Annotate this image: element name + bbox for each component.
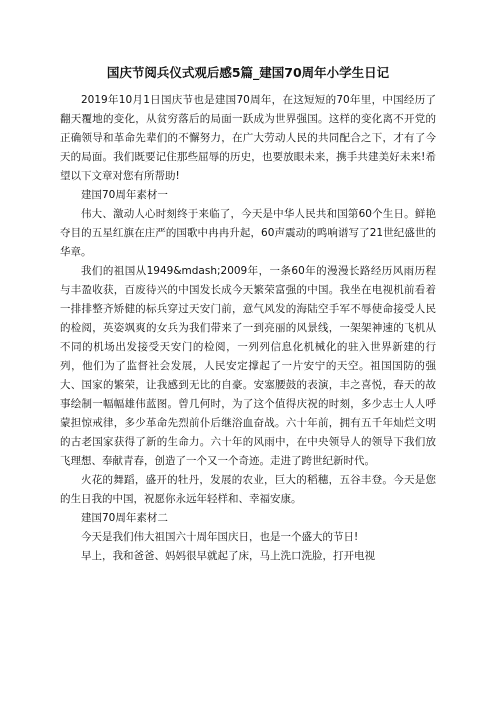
paragraph-birthday: 伟大、激动人心时刻终于来临了，今天是中华人民共和国第60个生日。鲜艳夺目的五星红旗在庄严的国歌中冉冉升起，60声震动的鸣响谱写了21世纪盛世的华章。 xyxy=(60,208,436,258)
paragraph-morning: 早上，我和爸爸、妈妈很早就起了床，马上洗口洗脸，打开电视 xyxy=(81,550,375,562)
section-heading-one: 建国70周年素材一 xyxy=(81,189,168,201)
paragraph-history: 我们的祖国从1949&mdash;2009年，一条60年的漫漫长路经历风雨历程与丰盈收获，百废待兴的中国发长成今天繁荣富强的中国。我坐在电视机前看着一排排整齐矫健的标兵穿过天安门前，意气风发的海陆空手军不辱使命接受人民的检阅，英姿飒爽的女兵为我们带来了一到亮丽的风景线，一架架神速的飞机从不同的机场出发接受天安门的检阅，一列列信息化机械化的驻入世界新建的行列，他们为了监督社会发展，人民安定撑起了一片安宁的天空。祖国国防的强大、国家的繁荣，让我感到无比的自豪。安塞腰鼓的表演，丰之喜悦，春天的故事绘制一幅幅雄伟蓝图。曾几何时，为了这个值得庆祝的时刻，多少志士人人呼蒙担惊戒律，多少革命先烈前仆后继浴血奋战。六十年前，拥有五千年灿烂文明的古老国家获得了新的生命力。六十年的风雨中，在中央领导人的领导下我们放飞理想、奉献青春，创造了一个又一个奇迹。走进了跨世纪新时代。 xyxy=(60,265,436,467)
paragraph-fireworks: 火花的舞蹈，盛开的牡丹，发展的农业，巨大的稻穗，五谷丰登。今天是您的生日我的中国，祝愿你永远年轻样和、幸福安康。 xyxy=(60,474,436,505)
section-heading-two: 建国70周年素材二 xyxy=(81,512,168,524)
paragraph-intro: 2019年10月1日国庆节也是建国70周年，在这短短的70年里，中国经历了翻天覆地的变化，从贫穷落后的局面一跃成为世界强国。这样的变化离不开党的正确领导和革命先辈们的不懈努力，在广大劳动人民的共同配合之下，才有了今天的局面。我们既要记住那些屈辱的历史，也要放眼未来，携手共建美好未来!希望以下文章对您有所帮助! xyxy=(60,94,436,182)
document-title: 国庆节阅兵仪式观后感5篇_建国70周年小学生日记 xyxy=(106,65,390,80)
paragraph-national-day: 今天是我们伟大祖国六十周年国庆日，也是一个盛大的节日! xyxy=(81,531,359,543)
document-body xyxy=(60,91,436,566)
